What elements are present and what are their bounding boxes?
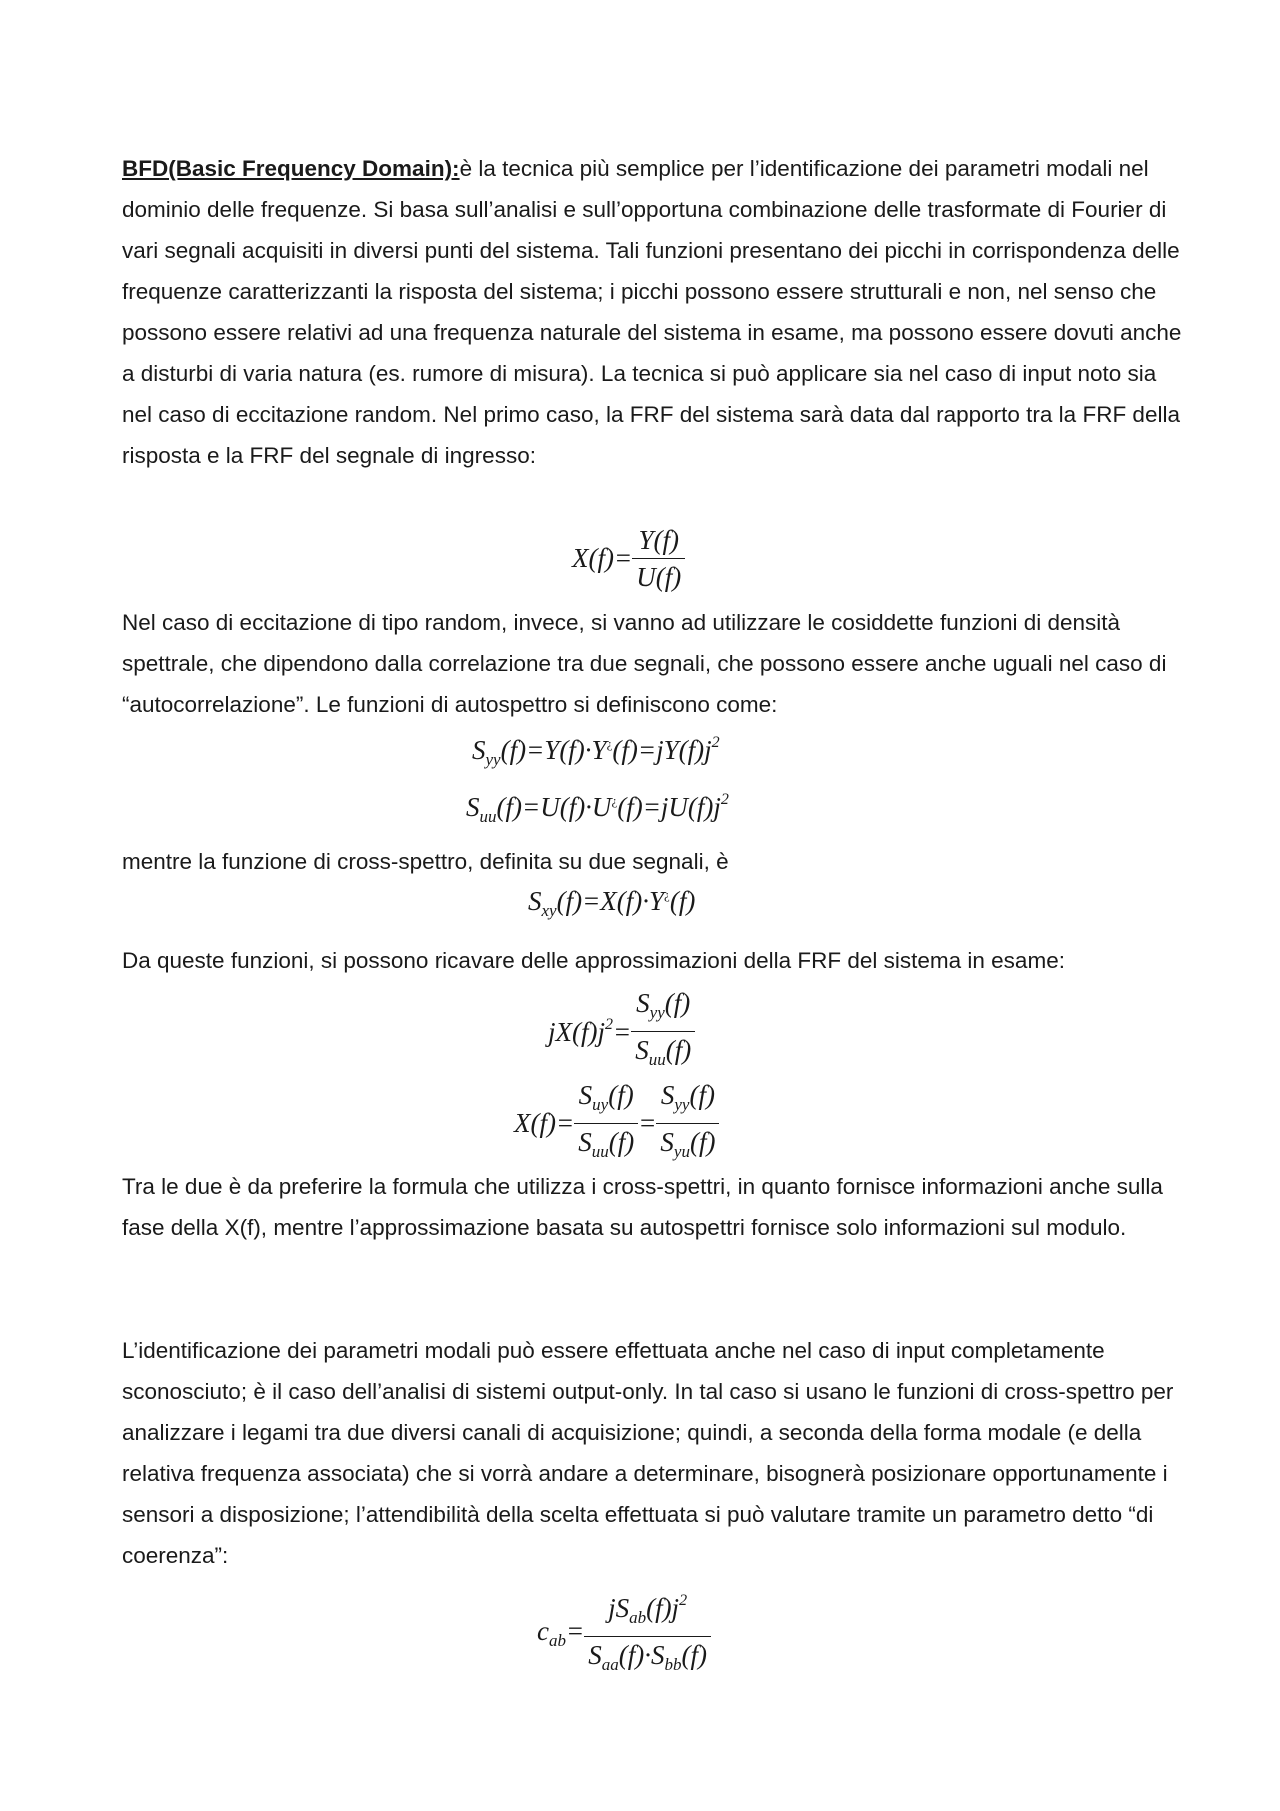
eq-symbol: S	[472, 735, 486, 765]
eq-conjugate-mark: ¿	[664, 887, 670, 902]
paragraph-output-only: L’identificazione dei parametri modali può essere effettuata anche nel caso di input completamente sconosciuto; è il caso dell’analisi di sistemi output-only. In tal caso si usano le funzioni di cross-spettro per analizzare i legami tra due diversi canali di acquisizione; quindi, a seconda della forma modale (e della relativa frequenza associata) che si vorrà andare a determinare, bisognerà posizionare opportunamente i sensori a disposizione; l’attendibilità della scelta effettuata si può valutare tramite un parametro detto “di coerenza”:	[122, 1338, 1174, 1568]
eq-numerator	[656, 1077, 719, 1124]
eq-text: (f)	[689, 1127, 716, 1157]
eq-text: (f)·S	[618, 1640, 665, 1670]
eq-subscript: yy	[649, 1003, 665, 1022]
equation-autospectrum-syy	[472, 734, 720, 770]
eq-denominator	[631, 1032, 695, 1078]
eq-subscript: ab	[629, 1608, 647, 1627]
paragraph-cross-spectrum: mentre la funzione di cross-spettro, definita su due segnali, è	[122, 849, 729, 874]
eq-superscript: 2	[720, 791, 729, 808]
paragraph-body: è la tecnica più semplice per l’identificazione dei parametri modali nel dominio delle frequenze. Si basa sull’analisi e sull’opportuna combinazione delle trasformate di Fourier di vari segnali acquisiti in diversi punti del sistema. Tali funzioni presentano dei picchi in corrispondenza delle frequenze caratterizzanti la risposta del sistema; i picchi possono essere strutturali e non, nel senso che possono essere relativi ad una frequenza naturale del sistema in esame, ma possono essere dovuti anche a disturbi di varia natura (es. rumore di misura). La tecnica si può applicare sia nel caso di input noto sia nel caso di eccitazione random. Nel primo caso, la FRF del sistema sarà data dal rapporto tra la FRF della risposta e la FRF del segnale di ingresso:	[122, 156, 1182, 468]
eq-text: (f)	[681, 1640, 707, 1670]
eq-text: (f)=jY(f)j	[612, 735, 712, 765]
eq-text: (f)=jU(f)j	[617, 792, 721, 822]
eq-denominator	[584, 1637, 711, 1683]
eq-numerator: Y(f)	[632, 522, 685, 559]
eq-fraction	[632, 522, 685, 595]
equation-coherence	[537, 1583, 711, 1683]
eq-symbol: S	[636, 988, 650, 1018]
eq-symbol: S	[466, 792, 480, 822]
eq-lhs	[537, 1616, 584, 1651]
eq-subscript: uy	[592, 1095, 609, 1114]
eq-text: (f)	[669, 886, 696, 916]
eq-text: (f)	[608, 1127, 635, 1157]
eq-subscript: aa	[601, 1655, 619, 1674]
eq-text: (f)=U(f)·U	[496, 792, 612, 822]
eq-subscript: uu	[591, 1142, 609, 1161]
eq-conjugate-mark: ¿	[611, 793, 618, 808]
eq-fraction	[631, 985, 695, 1078]
eq-numerator	[631, 985, 695, 1032]
eq-symbol: S	[528, 886, 542, 916]
eq-lhs	[548, 1016, 631, 1048]
eq-subscript: yy	[674, 1095, 690, 1114]
eq-text: (f)j	[646, 1593, 680, 1623]
eq-symbol: S	[588, 1640, 602, 1670]
eq-symbol: S	[578, 1080, 593, 1110]
eq-subscript: yu	[673, 1142, 690, 1161]
eq-text: (f)	[665, 1035, 692, 1065]
eq-fraction-2	[656, 1077, 719, 1170]
equation-cross-spectrum-sxy	[528, 886, 695, 921]
eq-equals: =	[638, 1108, 657, 1138]
eq-conjugate-mark: ¿	[606, 736, 613, 751]
paragraph-random-excitation: Nel caso di eccitazione di tipo random, invece, si vanno ad utilizzare le cosiddette funzioni di densità spettrale, che dipendono dalla correlazione tra due segnali, che possono essere anche uguali nel caso di “autocorrelazione”. Le funzioni di autospettro si definiscono come:	[122, 610, 1167, 717]
eq-subscript: uu	[479, 807, 497, 826]
eq-equals: =	[612, 1016, 632, 1047]
eq-text: (f)=X(f)·Y	[556, 886, 665, 916]
eq-subscript: bb	[664, 1655, 682, 1674]
equation-frf-modulus	[548, 985, 695, 1078]
eq-text: (f)	[608, 1080, 634, 1110]
eq-denominator: U(f)	[636, 562, 682, 592]
eq-text: (f)	[664, 988, 691, 1018]
equation-autospectrum-suu	[466, 791, 729, 827]
paragraph-frf-approximations: Da queste funzioni, si possono ricavare delle approssimazioni della FRF del sistema in esame:	[122, 948, 1065, 973]
eq-symbol: S	[578, 1127, 592, 1157]
eq-text: (f)=Y(f)·Y	[500, 735, 607, 765]
section-lead-title: BFD(Basic Frequency Domain):	[122, 156, 460, 181]
eq-numerator	[584, 1583, 711, 1637]
equation-frf-ratio	[572, 522, 685, 595]
eq-denominator	[574, 1124, 638, 1170]
eq-symbol: c	[537, 1615, 549, 1646]
eq-superscript: 2	[711, 734, 720, 751]
eq-text: (f)	[689, 1080, 715, 1110]
eq-symbol: S	[635, 1035, 649, 1065]
eq-symbol: S	[660, 1127, 674, 1157]
eq-denominator	[656, 1124, 719, 1170]
eq-numerator	[574, 1077, 638, 1124]
eq-fraction-1	[574, 1077, 638, 1170]
eq-subscript: uu	[648, 1050, 666, 1069]
eq-lhs: X(f)=	[572, 543, 633, 573]
eq-subscript: yy	[485, 750, 501, 769]
eq-subscript: xy	[541, 901, 557, 920]
eq-text: jX(f)j	[548, 1016, 605, 1047]
eq-equals: =	[565, 1615, 585, 1646]
paragraph-cross-preferred: Tra le due è da preferire la formula che utilizza i cross-spettri, in quanto fornisce informazioni anche sulla fase della X(f), mentre l’approssimazione basata su autospettri fornisce solo informazioni sul modulo.	[122, 1174, 1163, 1240]
paragraph-bfd-intro	[122, 148, 1182, 476]
eq-superscript: 2	[679, 1592, 688, 1609]
eq-subscript: ab	[548, 1630, 566, 1650]
equation-frf-cross	[514, 1077, 719, 1170]
eq-symbol: jS	[608, 1593, 630, 1623]
eq-lhs: X(f)=	[514, 1108, 575, 1138]
eq-fraction	[584, 1583, 711, 1683]
eq-symbol: S	[660, 1080, 675, 1110]
eq-superscript: 2	[604, 1015, 613, 1033]
